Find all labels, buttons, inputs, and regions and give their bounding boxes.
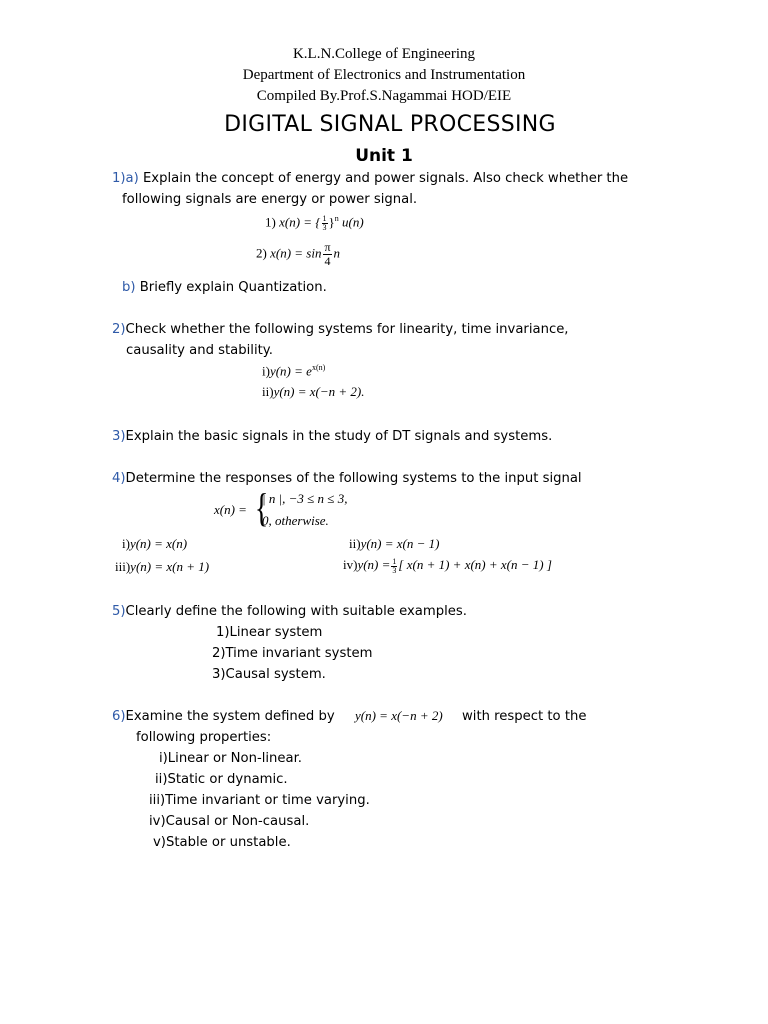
equation-4iv — [343, 557, 552, 575]
equation-2i — [262, 363, 325, 379]
equation-lhs: y(n) = — [357, 557, 391, 572]
question-6 — [112, 709, 335, 724]
fraction-numerator: π — [324, 240, 331, 254]
closing-brace: } — [328, 214, 335, 230]
equation-4iii — [115, 559, 209, 575]
list-item: v)Stable or unstable. — [153, 835, 291, 850]
fraction-numerator: 1 — [392, 556, 397, 566]
question-2 — [112, 322, 569, 337]
question-text: Explain the basic signals in the study of DT signals and systems. — [125, 429, 553, 444]
question-4 — [112, 471, 582, 486]
question-text: Briefly explain Quantization. — [139, 280, 327, 295]
question-text: Determine the responses of the following systems to the input signal — [125, 471, 582, 486]
equation-rhs: [ x(n + 1) + x(n) + x(n − 1) ] — [398, 557, 552, 572]
question-text: Clearly define the following with suitable examples. — [125, 604, 467, 619]
question-6-line2: following properties: — [136, 730, 272, 745]
fraction-numerator: 1 — [322, 213, 327, 223]
equation-1 — [265, 214, 364, 232]
equation-body: y(n) = x(−n + 2). — [273, 384, 365, 399]
case-text: 0, otherwise. — [262, 513, 329, 528]
equation-label: i) — [122, 536, 130, 551]
equation-label: ii) — [349, 536, 361, 551]
question-number: 5) — [112, 604, 126, 619]
piecewise-case-2 — [262, 513, 329, 529]
equation-body: y(n) = x(n + 1) — [130, 559, 210, 574]
equation-label: i) — [262, 363, 270, 379]
equation-body: y(n) = e — [269, 363, 312, 379]
list-item: iv)Causal or Non-causal. — [149, 814, 310, 829]
question-1a-line2: following signals are energy or power signal. — [122, 192, 418, 207]
equation-4ii — [349, 536, 439, 552]
question-5 — [112, 604, 467, 619]
question-number: 2) — [112, 322, 126, 337]
fraction-denominator: 3 — [392, 565, 397, 575]
college-name: K.L.N.College of Engineering — [292, 46, 476, 62]
equation-lhs: x(n) = { — [279, 214, 321, 230]
question-text: Examine the system defined by — [125, 709, 335, 724]
compiled-by: Compiled By.Prof.S.Nagammai HOD/EIE — [256, 88, 512, 104]
piecewise-case-1 — [262, 491, 347, 507]
equation-label: iii) — [115, 559, 131, 574]
equation-label: ii) — [262, 384, 274, 399]
question-number: b) — [122, 280, 136, 295]
question-2-line2: causality and stability. — [126, 343, 273, 358]
equation-label: 2) — [256, 245, 267, 261]
question-number: 4) — [112, 471, 126, 486]
list-item: 1)Linear system — [216, 625, 323, 640]
equation-body: y(n) = x(n) — [129, 536, 188, 551]
equation-2ii — [262, 384, 365, 400]
fraction-denominator: 4 — [324, 254, 331, 268]
department-name: Department of Electronics and Instrumentation — [242, 67, 526, 83]
list-item: ii)Static or dynamic. — [155, 772, 288, 787]
question-1b — [122, 280, 327, 295]
equation-body: y(n) = x(n − 1) — [360, 536, 440, 551]
question-3 — [112, 429, 552, 444]
exponent: n — [334, 214, 339, 223]
case-text: | n |, −3 ≤ n ≤ 3, — [262, 491, 348, 506]
question-number: 3) — [112, 429, 126, 444]
question-6-equation — [355, 708, 443, 724]
equation-rhs: u(n) — [342, 214, 364, 230]
list-item: i)Linear or Non-linear. — [159, 751, 303, 766]
equation-body: y(n) = x(−n + 2) — [355, 708, 443, 723]
fraction — [323, 241, 331, 268]
question-text: Explain the concept of energy and power signals. Also check whether the — [142, 171, 629, 186]
equation-4i — [122, 536, 187, 552]
question-number: 6) — [112, 709, 126, 724]
equation-lhs: x(n) = sin — [270, 245, 322, 261]
equation-rhs: n — [333, 245, 341, 261]
question-6-text-after: with respect to the — [462, 709, 587, 724]
list-item: 3)Causal system. — [212, 667, 326, 682]
equation-label: iv) — [343, 557, 358, 572]
question-text: Check whether the following systems for linearity, time invariance, — [125, 322, 569, 337]
unit-heading: Unit 1 — [355, 146, 413, 166]
piecewise-brace: { — [254, 485, 269, 530]
question-1a — [112, 171, 628, 186]
fraction-denominator: 3 — [322, 222, 327, 232]
fraction — [322, 215, 328, 232]
question-number: 1)a) — [112, 171, 139, 186]
exponent: x(n) — [311, 363, 326, 372]
list-item: 2)Time invariant system — [212, 646, 373, 661]
list-item: iii)Time invariant or time varying. — [149, 793, 370, 808]
document-title: DIGITAL SIGNAL PROCESSING — [224, 112, 556, 137]
piecewise-lhs — [214, 502, 247, 518]
fraction — [391, 558, 397, 575]
equation-2 — [256, 241, 340, 268]
equation-lhs: x(n) = — [214, 502, 247, 517]
equation-label: 1) — [265, 214, 276, 230]
